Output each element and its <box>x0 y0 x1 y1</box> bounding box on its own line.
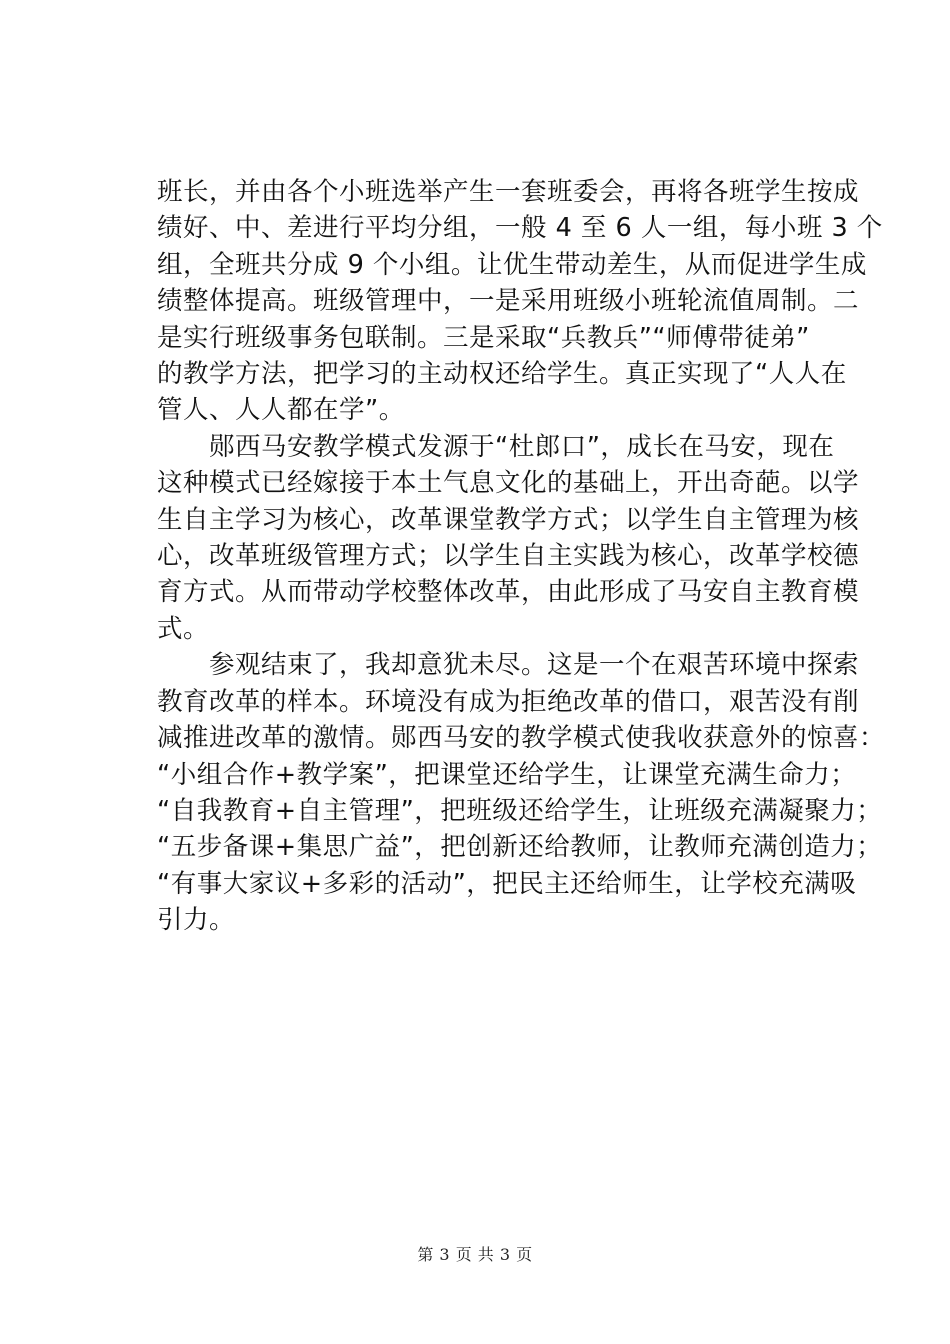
text-line: 这种模式已经嫁接于本土气息文化的基础上，开出奇葩。以学 <box>157 468 860 499</box>
text-line: 生自主学习为核心，改革课堂教学方式；以学生自主管理为核 <box>157 504 860 535</box>
text-line: 绩整体提高。班级管理中，一是采用班级小班轮流值周制。二 <box>157 286 860 317</box>
text-line: 式。 <box>157 613 210 644</box>
text-line: “五步备课+集思广益”，把创新还给教师，让教师充满创造力； <box>157 832 883 863</box>
text-line: 是实行班级事务包联制。三是采取“兵教兵”“师傅带徒弟” <box>157 322 810 353</box>
text-line: 绩好、中、差进行平均分组，一般 4 至 6 人一组，每小班 3 个 <box>157 213 883 244</box>
body-text <box>157 174 886 939</box>
text-line: 组，全班共分成 9 个小组。让优生带动差生，从而促进学生成 <box>157 249 867 280</box>
text-line: 管人、人人都在学”。 <box>157 395 405 426</box>
text-line: 班长，并由各个小班选举产生一套班委会，再将各班学生按成 <box>157 177 860 207</box>
page-number-footer: 第 3 页 共 3 页 <box>417 1245 533 1264</box>
text-line: 教育改革的样本。环境没有成为拒绝改革的借口，艰苦没有削 <box>157 686 860 717</box>
text-line: 引力。 <box>157 905 236 936</box>
text-line: 心，改革班级管理方式；以学生自主实践为核心，改革学校德 <box>157 541 860 572</box>
text-line: “有事大家议+多彩的活动”，把民主还给师生，让学校充满吸 <box>157 868 857 899</box>
text-line: 育方式。从而带动学校整体改革，由此形成了马安自主教育模 <box>157 577 860 608</box>
text-line: 的教学方法，把学习的主动权还给学生。真正实现了“人人在 <box>157 359 847 390</box>
text-line: 减推进改革的激情。郧西马安的教学模式使我收获意外的惊喜： <box>157 723 886 754</box>
text-line: “自我教育+自主管理”，把班级还给学生，让班级充满凝聚力； <box>157 795 883 826</box>
text-line: “小组合作+教学案”，把课堂还给学生，让课堂充满生命力； <box>157 759 857 790</box>
text-line: 郧西马安教学模式发源于“杜郎口”，成长在马安，现在 <box>157 431 835 462</box>
text-line: 参观结束了，我却意犹未尽。这是一个在艰苦环境中探索 <box>157 650 860 681</box>
